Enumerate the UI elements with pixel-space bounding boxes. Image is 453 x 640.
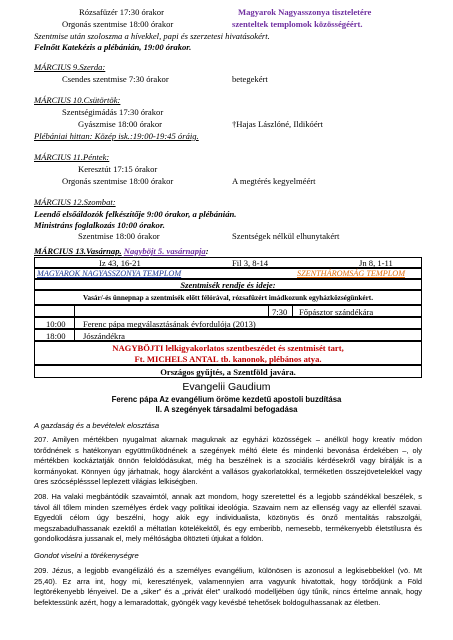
day-heading: MÁRCIUS 9.Szerda: <box>34 62 106 72</box>
mass-intention: Szentségek nélkül elhunytakért <box>232 231 340 241</box>
mass-order-row <box>34 279 422 290</box>
organ-mass-line: Orgonás szentmise 18:00 órakor <box>62 19 174 29</box>
mass-intention: A megtérés kegyelméért <box>232 176 316 186</box>
reading-3: Jn 8, 1-11 <box>359 258 393 268</box>
altar-server-note: Ministráns foglalkozás 10:00 órakor. <box>34 220 165 230</box>
article-subtitle: Ferenc pápa Az evangélium öröme kezdetű apostoli buzdítása <box>111 395 342 404</box>
priest-title: tb. kanonok, plébános atya. <box>220 354 322 365</box>
day-heading: MÁRCIUS 12.Szombat: <box>34 197 116 207</box>
time-cell <box>35 306 75 316</box>
catechism-note: Plébániai hittan: Közép isk.:19:00-19:45 óráig. <box>34 131 199 141</box>
intention-cell: Főpásztor szándékára <box>299 307 374 317</box>
section-heading: A gazdaság és a bevételek elosztása <box>34 421 160 430</box>
schedule-row <box>34 329 422 341</box>
vasar-note-row <box>34 290 422 305</box>
collection-row <box>34 365 422 378</box>
church-left: MAGYAROK NAGYASSZONYA TEMPLOM <box>37 269 182 278</box>
schedule-row <box>34 317 422 329</box>
stations-line: Keresztút 17:15 órakor <box>78 164 158 174</box>
paragraph-209: 209. Jézus, a legjobb evangélizáló és a személyes evangélium, különösen is azonosul a legkisebbekkel (vö. Mt 25,40). Ez arra int, hogy mi, keresztények, valamennyien arra vagyunk hivatottak, hogy törődjünk a Föld legtörékenyebb lényeivel. De a „siker” és a „privát élet” uralkodó modelljében úgy tűnik, nincs értelme annak, hogy befektessünk azért, hogy a lemaradottak, gyöngék vagy kevésbé tehetősek boldogulhassanak az életben. <box>34 566 422 607</box>
mass-line: Gyászmise 18:00 órakor <box>78 119 163 129</box>
adoration-line: Szentségimádás 17:30 órakor <box>62 107 164 117</box>
litany-note: Szentmise után szoloszma a hívekkel, papi és szerzetesi hivatásokért. <box>34 31 270 41</box>
church-names-row <box>34 268 422 279</box>
mass-line: Csendes szentmise 7:30 órakor <box>62 74 169 84</box>
text-cell <box>75 306 269 316</box>
priest-name: Ft. MICHELS ANTAL <box>134 354 219 365</box>
paragraph-207: 207. Amilyen mértékben nyugalmat akarnak maguknak az egyházi közösségek – anélkül hogy kreatív módon törődnének s hatékonyan együttműködnének a szegények méltó élete és mindenki bevonása érdekében –, oly mértékben kockáztatják önnön feloldódásukat, még ha beszélnek is a szociális kérdésekről vagy bírálják is a kormányokat. Könnyen úgy járhatnak, hogy álarcként a vallásos gyakorlatokkal, terméketlen összejövetelekkel vagy üres szócséplésssel leplezett világias lelkiségben. <box>34 435 422 487</box>
church-right: SZENTHÁROMSÁG TEMPLOM <box>297 269 406 278</box>
mass-order-heading: Szentmisék rendje és ideje: <box>180 280 276 290</box>
adult-catechesis-note: Felnőtt Katekézis a plébánián, 19:00 órakor. <box>34 42 192 52</box>
rosary-line: Rózsafüzér 17:30 órakor <box>79 7 164 17</box>
lent-retreat-line: NAGYBÖJTI lelkigyakorlatos szentbeszédet és szentmisét tart, <box>112 343 344 353</box>
time-cell: 10:00 <box>35 318 75 328</box>
paragraph-208: 208. Ha valaki megbántódik szavaimtól, annak azt mondom, hogy szeretettel és a legjobb szándékkal beszélek, s távol áll tőlem minden személyes érdek vagy politikai ideológia. Szavaim nem az ellenség vagy az ellenfél szavai. Egyedüli célom úgy beszélni, hogy akik egy individualista, közönyös és önző mentalitás rabszolgái, megszabadulhassanak ezektől a méltatlan kötelékektől, és egy emberibb, nemesebb, termékenyebb életstílusra és gondolkodásra jussanak el, mely méltóságba öltözteti útjukat a földön. <box>34 492 422 544</box>
section-heading: Gondot viselni a törékenységre <box>34 551 139 560</box>
time-cell: 7:30 <box>269 306 293 316</box>
collection-note: Országos gyűjtés, a Szentföld javára. <box>160 367 296 377</box>
intention-cell: Ferenc pápa megválasztásának évfordulója (2013) <box>83 319 256 329</box>
reading-2: Fil 3, 8-14 <box>232 258 269 268</box>
time-cell: 18:00 <box>35 330 75 340</box>
dedication-line-1: Magyarok Nagyasszonya tiszteletére <box>238 7 372 17</box>
lent-retreat-row <box>34 341 422 365</box>
article-section-title: II. A szegények társadalmi befogadása <box>155 405 298 414</box>
rosary-sunday-note: Vasár/-és ünnepnap a szentmisék előtt félórával, rózsafüzért imádkozunk egyházközségünkért. <box>82 294 373 302</box>
communion-prep-note: Leendő elsőáldozók felkészítője 9:00 órakor, a plébánián. <box>34 209 237 219</box>
dedication-line-2: szenteltek templomok közösségéért. <box>232 19 363 29</box>
schedule-row <box>34 305 422 317</box>
day-heading: MÁRCIUS 11.Péntek: <box>34 152 110 162</box>
intention-cell: Jószándékra <box>83 331 125 341</box>
mass-line: Szentmise 18:00 órakor <box>78 231 160 241</box>
readings-row <box>34 257 422 268</box>
article-title: Evangelii Gaudium <box>182 381 271 393</box>
day-heading: MÁRCIUS 10.Csütörtök: <box>34 95 121 105</box>
mass-line: Orgonás szentmise 18:00 órakor <box>62 176 174 186</box>
reading-1: Iz 43, 16-21 <box>99 258 141 268</box>
sunday-heading: MÁRCIUS 13.Vasárnap. Nagyböjt 5. vasárnapja: <box>34 246 209 256</box>
mass-intention: betegekért <box>232 74 268 84</box>
mass-intention: †Hajas Lászlóné, Ildikóért <box>232 119 323 129</box>
